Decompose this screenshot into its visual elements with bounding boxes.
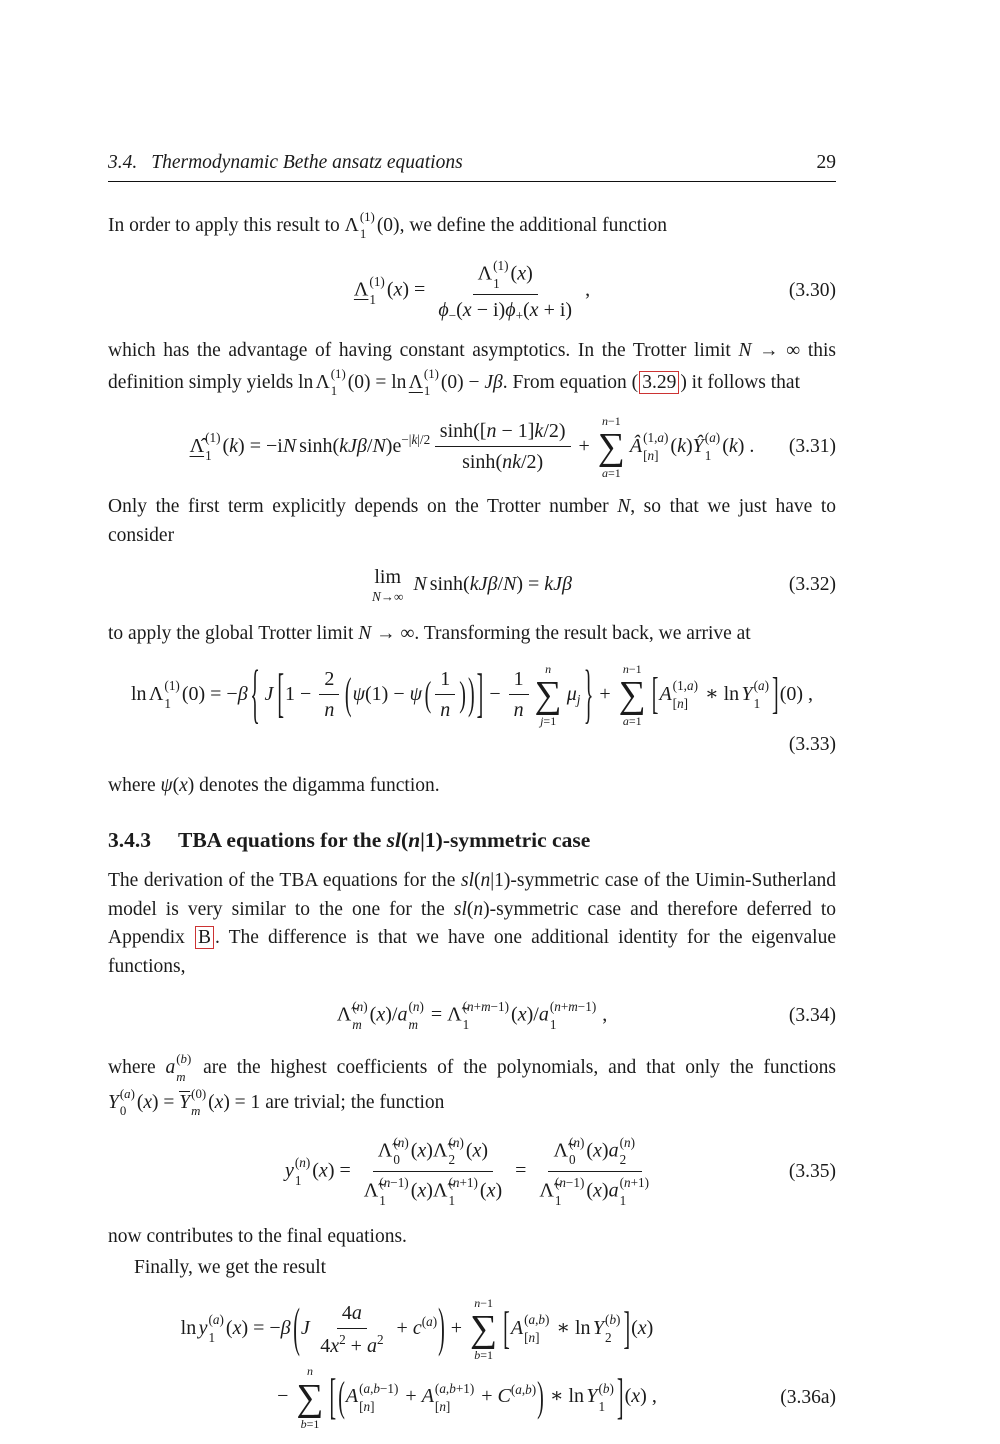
inline-math: sl(n|1)	[460, 870, 511, 892]
subscript: [n]	[643, 447, 659, 463]
limit-word: lim	[374, 565, 401, 588]
inline-math: N → ∞	[738, 340, 801, 362]
inline-math: N → ∞	[358, 623, 415, 645]
sum-upper-limit: n−1	[474, 1295, 494, 1310]
superscript: (a,b)	[510, 1382, 537, 1398]
inline-math: y (n) 1 (x) = Λ̃ (n) 0 (x)Λ̃ (n) 2 (x) Λ̃ (n−1) 1 (x)Λ̃ (n+1) 1 (x) = Λ̃ (n) 0 (x)a (n) 2 Λ̃ (n−1) 1 (x)a (n+1) 1	[285, 1133, 659, 1211]
denominator: Λ̃ (n−1) 1 (x)a (n+1) 1	[539, 1175, 650, 1209]
sup-sub-scripts	[191, 1086, 206, 1121]
big-delimiter: )	[467, 670, 475, 720]
numerator: Λ̃ (n) 0 (x)Λ̃ (n) 2 (x)	[373, 1133, 493, 1173]
display-equation	[108, 256, 836, 326]
sup-sub-scripts	[208, 1311, 223, 1347]
roman-function: sinh	[439, 420, 474, 443]
subscript: [n]	[672, 695, 689, 711]
superscript: (n)	[294, 1154, 311, 1170]
superscript: (b)	[176, 1052, 192, 1067]
display-equation	[108, 562, 836, 608]
inline-math: sl(n|1)	[386, 828, 443, 853]
inline-math: − n ∑ b=1 [ (A (a,b−1) [n] + A (a,b+1) [n] + C$^{(a,b)}$) ∗ ln Y (b) 1 ](x) ,	[277, 1364, 657, 1431]
ref-link[interactable]: 3.29	[639, 371, 679, 394]
sup-sub-scripts	[176, 1051, 191, 1086]
paragraph: which has the advantage of having constant asymptotics. In the Trotter limit N → ∞ this definition simply yields ln Λ (1) 1 (0) = ln Λ (1) 1 (0) − Jβ. From equation ( 3.29 ) it follows that	[108, 337, 836, 400]
fraction	[319, 665, 339, 724]
display-equation	[108, 1295, 836, 1432]
subscript: j	[576, 691, 581, 707]
sup-sub-scripts	[424, 366, 439, 401]
denominator: n	[324, 699, 335, 722]
heading-number: 3.4.3	[108, 828, 151, 853]
roman-function: sinh	[462, 451, 496, 474]
superscript: (n+1)	[448, 1175, 478, 1191]
subscript: 2	[605, 1330, 612, 1346]
big-delimiter: (	[338, 1374, 345, 1421]
inline-math: a (b) m	[166, 1057, 194, 1078]
superscript: −|k|/2	[401, 431, 431, 447]
inline-math: sl(n)	[453, 898, 490, 920]
subscript: 1	[379, 1193, 386, 1209]
superscript: (1)	[369, 273, 385, 289]
roman-function: ln	[574, 1316, 591, 1339]
big-delimiter: )	[459, 675, 466, 715]
denominator: Λ̃ (n−1) 1 (x)Λ̃ (n+1) 1 (x)	[363, 1175, 503, 1209]
sigma-icon: ∑	[296, 1376, 324, 1419]
superscript: (a,b)	[524, 1312, 550, 1328]
subscript: 1	[330, 384, 338, 399]
equation-line	[108, 413, 836, 481]
equation-number: (3.35)	[788, 1160, 836, 1182]
sup-sub-scripts	[555, 1174, 584, 1210]
inline-math: Λ (1) 1 (x) = Λ (1) 1 (x) ϕ−(x − i)ϕ+(x + i) ,	[354, 256, 590, 326]
header-section-number: 3.4.	[108, 152, 138, 173]
big-delimiter: [	[503, 1303, 510, 1355]
summation	[470, 1295, 497, 1363]
subscript: 1	[369, 291, 377, 307]
superscript: (n)	[408, 999, 424, 1015]
subscript: [n]	[524, 1330, 540, 1346]
equation-line	[108, 993, 836, 1039]
sup-sub-scripts	[205, 429, 220, 465]
heading-title: TBA equations for the sl(n|1)-symmetric case	[178, 828, 591, 853]
sup-sub-scripts	[524, 1311, 549, 1347]
big-delimiter: [	[277, 665, 285, 725]
subscript: 1	[164, 695, 172, 711]
equation-body	[337, 998, 607, 1034]
big-delimiter: ]	[476, 665, 484, 725]
page-number: 29	[816, 152, 836, 173]
numerator: 1	[435, 665, 455, 695]
subscript: 1	[294, 1172, 302, 1188]
fraction	[433, 256, 577, 326]
superscript: (0)	[191, 1086, 207, 1101]
superscript: 2	[376, 1331, 384, 1347]
fraction	[534, 1133, 656, 1211]
equation-body	[285, 1133, 659, 1211]
equation-number: (3.36a)	[780, 1386, 836, 1408]
denominator: ϕ−(x − i)ϕ+(x + i)	[438, 299, 573, 324]
subscript: 1	[619, 1193, 627, 1209]
summation	[619, 661, 646, 729]
sup-sub-scripts	[120, 1086, 135, 1121]
subscript: [n]	[434, 1398, 451, 1414]
summation	[296, 1363, 323, 1431]
subscript: +	[515, 308, 523, 324]
equation-body	[354, 256, 590, 326]
big-delimiter: ]	[772, 670, 779, 720]
paragraph: Finally, we get the result	[134, 1257, 327, 1279]
sup-sub-scripts	[569, 1134, 584, 1170]
superscript: (a)	[704, 430, 721, 446]
subscript: 1	[448, 1193, 456, 1209]
inline-math: ln y (a) 1 (x) = −β (J $\frac{4a}{4x^2 + a^2}$ + $c^{(a)}$) + n−1 ∑ b=1 [A (a,b) [n] ∗ ln Y (b) 2 ](x)	[180, 1295, 654, 1363]
superscript: (1)	[493, 257, 509, 273]
subscript: 2	[619, 1152, 627, 1168]
equation-body	[277, 1363, 657, 1431]
subscript: 2	[448, 1152, 456, 1168]
sup-sub-scripts	[463, 998, 509, 1034]
superscript: (1,a)	[672, 678, 698, 694]
equation-body	[372, 566, 572, 605]
sum-lower-limit: j=1	[540, 713, 557, 728]
sup-sub-scripts	[599, 1380, 614, 1416]
sum-upper-limit: n	[545, 661, 552, 676]
subscript: 1	[359, 227, 367, 242]
inline-math: Λ̂ (1) 1 (k) = −iN $\sinh(kJ\beta/N)e^{-|k|/2}$ $\frac{\sinh([n - 1]k/2)}{\sinh(nk/2)}$ + n−1 ∑ a=1 Â (1,a) [n] (k)Ŷ (a) 1 (k) .	[189, 413, 755, 481]
sum-upper-limit: n−1	[601, 413, 621, 428]
roman-function: i	[492, 299, 499, 322]
superscript: (n+m−1)	[462, 999, 510, 1015]
superscript: (a)	[119, 1086, 135, 1101]
sum-upper-limit: n−1	[622, 661, 642, 676]
superscript: (1)	[423, 366, 439, 381]
subscript: 1	[704, 447, 712, 463]
fraction	[359, 1133, 507, 1211]
equation-number: (3.30)	[788, 279, 836, 301]
subscript: 1	[205, 447, 212, 463]
superscript: (a)	[753, 678, 770, 694]
paragraph: now contributes to the final equations.	[108, 1225, 407, 1247]
sigma-icon: ∑	[470, 1308, 498, 1351]
superscript: (n)	[619, 1134, 635, 1150]
superscript: (a,b−1)	[359, 1380, 399, 1396]
equation-number: (3.31)	[788, 435, 836, 457]
numerator: Λ (1) 1 (x)	[473, 256, 538, 296]
roman-function: ln	[130, 682, 147, 705]
underlined-symbol: Λ	[353, 278, 369, 301]
inline-math: N	[617, 496, 631, 518]
overlined-symbol: Y	[179, 1091, 191, 1113]
equation-line	[108, 1363, 836, 1431]
roman-function: ln	[391, 371, 407, 393]
paragraph: The derivation of the TBA equations for the sl(n|1)-symmetric case of the Uimin-Sutherland model is very similar to the one for the sl(n)-symmetric case and therefore deferred to Appendix B . The difference is that we have one additional identity for the eigenvalue functions,	[108, 870, 837, 977]
fraction	[509, 665, 529, 724]
subscript: 1	[549, 1017, 557, 1033]
denominator: $4x^2 + a^2$	[320, 1331, 384, 1357]
inline-math: ψ(x)	[160, 774, 195, 796]
equation-number: (3.32)	[788, 574, 836, 596]
sup-sub-scripts	[369, 273, 384, 309]
subscript: 1	[462, 1017, 470, 1033]
roman-function: e	[392, 434, 402, 457]
numerator: Λ̃ (n) 0 (x)a (n) 2	[548, 1133, 642, 1173]
superscript: (a)	[421, 1313, 438, 1329]
subscript: 0	[393, 1152, 400, 1168]
equation-body	[181, 1295, 654, 1363]
sup-sub-scripts	[360, 209, 375, 244]
inline-math: Y (a) 0 (x) = Y (0) m (x) = 1	[108, 1092, 260, 1113]
subscript: 1	[554, 1193, 562, 1209]
paragraph: to apply the global Trotter limit N → ∞. Transforming the result back, we arrive at	[108, 623, 751, 645]
equation-line	[108, 1295, 836, 1363]
header-title: Thermodynamic Bethe ansatz equations	[151, 152, 463, 173]
sum-lower-limit: a=1	[601, 466, 621, 481]
superscript: (1,a)	[643, 430, 669, 446]
inline-math: Λ̃ (n) m (x)/a (n) m = Λ̃ (n+m−1) 1 (x)/a (n+m−1) 1 ,	[336, 999, 608, 1033]
superscript: 2	[339, 1331, 346, 1347]
superscript: (n−1)	[379, 1175, 409, 1191]
fraction	[435, 665, 455, 724]
equation-body	[190, 413, 755, 481]
superscript: (n−1)	[554, 1175, 585, 1191]
sup-sub-scripts	[673, 677, 698, 713]
numerator: sinh([n − 1]k/2)	[435, 417, 571, 447]
subscript: m	[352, 1017, 362, 1033]
sigma-icon: ∑	[597, 425, 625, 468]
sum-upper-limit: n	[306, 1364, 313, 1379]
denominator: n	[440, 699, 451, 722]
equation-line	[108, 658, 836, 732]
limit-operator	[372, 566, 403, 605]
section-heading	[108, 827, 836, 854]
subscript: 1	[753, 695, 761, 711]
superscript: (n)	[352, 999, 368, 1015]
paragraph: where ψ(x) denotes the digamma function.	[108, 774, 440, 796]
sum-lower-limit: b=1	[474, 1348, 494, 1363]
fraction	[315, 1299, 388, 1360]
superscript: (a,b+1)	[434, 1380, 475, 1396]
sup-sub-scripts	[754, 677, 769, 713]
sup-sub-scripts	[643, 429, 668, 465]
display-equation	[108, 658, 836, 760]
inline-math: lim N→∞ N sinh(kJβ/N) = kJβ	[371, 565, 573, 604]
sup-sub-scripts	[295, 1154, 310, 1190]
display-equation	[108, 993, 836, 1039]
superscript: (a)	[208, 1312, 224, 1328]
sup-sub-scripts	[393, 1134, 408, 1170]
roman-function: sinh	[299, 434, 333, 457]
sup-sub-scripts	[448, 1174, 477, 1210]
sup-sub-scripts	[379, 1174, 408, 1210]
sup-sub-scripts	[435, 1380, 474, 1416]
subscript: 1	[423, 384, 431, 399]
big-delimiter: )	[537, 1374, 544, 1421]
big-delimiter: (	[424, 675, 432, 715]
content	[108, 176, 836, 1444]
superscript: (n)	[393, 1134, 409, 1150]
roman-function: ln	[568, 1385, 584, 1408]
sum-lower-limit: a=1	[622, 713, 642, 728]
inline-math: ln Λ (1) 1 (0) = −β { J [1 − $\frac{2}{n}$ (ψ(1) − ψ ( $\frac{1}{n}$ ) ) ] − $\frac{1}{n}$ n ∑ j=1 μj } + n−1 ∑ a=1 [A (1,a) [n] ∗ ln Y (a) 1 ](0) ,	[130, 658, 814, 732]
big-delimiter: )	[438, 1299, 445, 1359]
underlined-symbol: Λ	[408, 371, 423, 393]
inline-math: Λ (1) 1 (0)	[345, 215, 400, 236]
big-delimiter: {	[250, 658, 260, 732]
roman-function: sinh	[429, 572, 464, 595]
subscript: 1	[493, 275, 500, 291]
roman-function: i	[559, 299, 566, 322]
display-equation	[108, 413, 836, 481]
inline-math: ln Λ (1) 1 (0) = ln Λ (1) 1 (0) − Jβ	[298, 372, 503, 393]
subscript: −	[448, 308, 457, 324]
sup-sub-scripts	[164, 677, 179, 713]
superscript: (1)	[330, 366, 346, 381]
sup-sub-scripts	[359, 1380, 398, 1416]
subscript: 1	[598, 1398, 606, 1414]
equation-line	[108, 1133, 836, 1211]
roman-function: ln	[298, 371, 314, 393]
subscript: 0	[119, 1104, 127, 1119]
superscript: (n+1)	[619, 1175, 650, 1191]
numerator: 2	[319, 665, 339, 695]
sup-sub-scripts	[705, 429, 720, 465]
subscript: 1	[208, 1330, 216, 1346]
sup-sub-scripts	[331, 366, 346, 401]
sup-sub-scripts	[605, 1311, 620, 1347]
numerator: 4a	[337, 1299, 367, 1329]
subscript: [n]	[359, 1398, 375, 1414]
sup-sub-scripts	[620, 1134, 635, 1170]
roman-function: ln	[723, 682, 740, 705]
summation	[598, 413, 625, 481]
sigma-icon: ∑	[618, 673, 646, 716]
sup-sub-scripts	[620, 1174, 649, 1210]
superscript: (b)	[598, 1380, 614, 1396]
superscript: (n)	[568, 1134, 585, 1150]
equation-number: (3.33)	[788, 734, 836, 756]
equation-body	[130, 658, 814, 732]
roman-function: i	[277, 434, 283, 457]
denominator: sinh(nk/2)	[462, 451, 544, 474]
underlined-symbol: Λ̂	[189, 434, 205, 457]
denominator: n	[513, 699, 524, 722]
paragraph: In order to apply this result to Λ (1) 1 (0), we define the additional function	[108, 209, 836, 244]
numerator: 1	[509, 665, 529, 695]
big-delimiter: [	[329, 1370, 337, 1426]
paragraph: Only the first term explicitly depends on the Trotter number N, so that we just have to consider	[108, 496, 836, 546]
sup-sub-scripts	[550, 998, 596, 1034]
sum-lower-limit: b=1	[300, 1416, 320, 1431]
ref-link[interactable]: B	[195, 926, 214, 949]
subscript: m	[191, 1104, 201, 1119]
subscript: m	[408, 1017, 418, 1033]
sup-sub-scripts	[493, 257, 508, 293]
superscript: (1)	[164, 678, 180, 694]
sup-sub-scripts	[352, 998, 367, 1034]
big-delimiter: ]	[616, 1370, 624, 1426]
sigma-icon: ∑	[534, 673, 562, 716]
equation-line	[108, 562, 836, 608]
subscript: 0	[568, 1152, 576, 1168]
equation-line	[108, 256, 836, 326]
sup-sub-scripts	[448, 1134, 463, 1170]
paragraph: where a (b) m are the highest coefficients of the polynomials, and that only the functions Y (a) 0 (x) = Y (0) m (x) = 1 are trivial; the function	[108, 1051, 836, 1121]
sup-sub-scripts	[408, 998, 423, 1034]
superscript: (n+m−1)	[549, 999, 597, 1015]
equation-number: (3.34)	[788, 1005, 836, 1027]
fraction	[435, 417, 571, 476]
big-delimiter: (	[293, 1299, 300, 1359]
superscript: (1)	[359, 210, 375, 224]
superscript: (n)	[448, 1134, 464, 1150]
roman-function: ln	[180, 1316, 197, 1339]
big-delimiter: }	[583, 658, 594, 732]
display-equation	[108, 1133, 836, 1211]
big-delimiter: (	[344, 670, 352, 720]
big-delimiter: [	[651, 670, 659, 720]
limit-subscript: N→∞	[371, 588, 404, 604]
summation	[535, 661, 562, 729]
superscript: (1)	[205, 430, 221, 446]
superscript: (b)	[605, 1312, 621, 1328]
big-delimiter: ]	[623, 1303, 631, 1355]
subscript: m	[176, 1069, 186, 1084]
